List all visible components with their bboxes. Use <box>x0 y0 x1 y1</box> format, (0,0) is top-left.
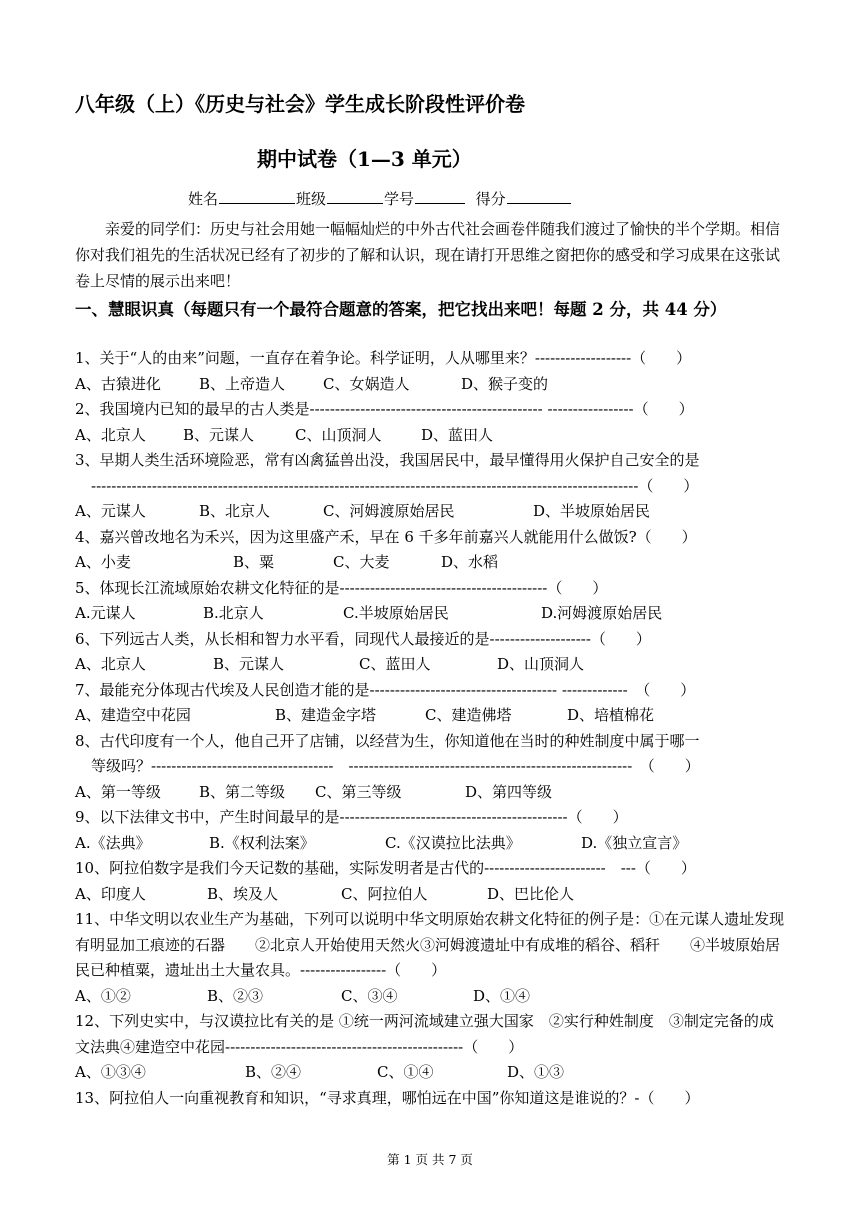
section-heading: 一、慧眼识真（每题只有一个最符合题意的答案，把它找出来吧！每题 2 分，共 44 分） <box>75 300 727 319</box>
option-c[interactable]: C.半坡原始居民 <box>343 604 449 622</box>
page-footer: 第 1 页 共 7 页 <box>387 1152 473 1167</box>
options-6 <box>75 652 787 678</box>
option-d[interactable]: D、山顶洞人 <box>497 655 585 673</box>
option-d[interactable]: D、培植棉花 <box>567 706 655 724</box>
option-b[interactable]: B、元谋人 <box>183 425 255 444</box>
option-d[interactable]: D、蓝田人 <box>421 425 494 444</box>
options-12 <box>75 1060 787 1086</box>
question-3: 3、早期人类生活环境险恶，常有凶禽猛兽出没，我国居民中，最早懂得用火保护自己安全的是 <box>75 451 700 469</box>
option-b[interactable]: B、粟 <box>233 553 275 571</box>
name-blank[interactable] <box>219 188 295 204</box>
class-label: 班级 <box>296 190 327 208</box>
option-a[interactable]: A、古猿进化 <box>75 374 161 393</box>
option-a[interactable]: A、①② <box>75 986 131 1005</box>
option-d[interactable]: D、第四等级 <box>465 782 553 801</box>
option-d[interactable]: D、半坡原始居民 <box>533 502 651 520</box>
option-c[interactable]: C、③④ <box>341 986 398 1005</box>
option-b[interactable]: B、②④ <box>245 1063 302 1081</box>
option-c[interactable]: C、①④ <box>377 1063 434 1081</box>
question-list <box>75 346 787 1111</box>
option-d[interactable]: D、①③ <box>507 1063 565 1081</box>
option-b[interactable]: B.北京人 <box>203 604 264 622</box>
option-a[interactable]: A、第一等级 <box>75 782 161 801</box>
options-9 <box>75 831 787 857</box>
option-a[interactable]: A、建造空中花园 <box>75 706 191 724</box>
option-c[interactable]: C、第三等级 <box>315 782 402 801</box>
option-b[interactable]: B、建造金字塔 <box>275 706 377 724</box>
option-d[interactable]: D、水稻 <box>441 553 499 571</box>
option-a[interactable]: A、北京人 <box>75 655 146 673</box>
option-b[interactable]: B、北京人 <box>199 502 271 520</box>
option-c[interactable]: C、女娲造人 <box>323 374 410 393</box>
option-a[interactable]: A、印度人 <box>75 884 146 903</box>
option-d[interactable]: D、猴子变的 <box>461 374 549 393</box>
number-blank[interactable] <box>415 188 465 204</box>
question-8: 8、古代印度有一个人，他自己开了店铺，以经营为生，你知道他在当时的种姓制度中属于哪一 <box>75 731 700 750</box>
student-info-line <box>188 188 572 209</box>
option-b[interactable]: B、②③ <box>207 986 264 1005</box>
option-c[interactable]: C、建造佛塔 <box>425 706 512 724</box>
question-9: 9、以下法律文书中，产生时间最早的是---------------------------------------------（ ） <box>75 808 628 826</box>
question-12: 12、下列史实中，与汉谟拉比有关的是 ①统一两河流域建立强大国家 ②实行种姓制度 ③制定完备的成文法典④建造空中花园-----------------------------------------------（ ） <box>75 1012 774 1056</box>
option-b[interactable]: B、上帝造人 <box>199 374 286 393</box>
option-c[interactable]: C.《汉谟拉比法典》 <box>385 833 521 852</box>
option-a[interactable]: A.《法典》 <box>75 833 151 852</box>
option-b[interactable]: B、埃及人 <box>207 884 279 903</box>
question-13: 13、阿拉伯人一向重视教育和知识，“寻求真理，哪怕远在中国”你知道这是谁说的？-（ ） <box>75 1088 700 1107</box>
option-d[interactable]: D.《独立宣言》 <box>581 833 688 852</box>
option-c[interactable]: C、蓝田人 <box>359 655 431 673</box>
class-blank[interactable] <box>327 188 383 204</box>
option-b[interactable]: B、元谋人 <box>213 655 285 673</box>
option-d[interactable]: D、巴比伦人 <box>487 884 575 903</box>
score-label: 得分 <box>475 190 506 208</box>
options-4 <box>75 550 787 576</box>
option-c[interactable]: C、阿拉伯人 <box>341 884 428 903</box>
options-5 <box>75 601 787 627</box>
question-4: 4、嘉兴曾改地名为禾兴，因为这里盛产禾，早在 6 千多年前嘉兴人就能用什么做饭?（ ） <box>75 527 697 546</box>
option-c[interactable]: C、大麦 <box>333 553 390 571</box>
options-8 <box>75 780 787 806</box>
option-d[interactable]: D、①④ <box>473 986 531 1005</box>
question-11: 11、中华文明以农业生产为基础，下列可以说明中华文明原始农耕文化特征的例子是：①在元谋人遗址发现有明显加工痕迹的石器 ②北京人开始使用天然火③河姆渡遗址中有成堆的稻谷、稻秆 ④半坡原始居民已种植粟，遗址出土大量农具。-----------------（ ） <box>75 910 785 979</box>
question-7: 7、最能充分体现古代埃及人民创造才能的是------------------------------------- ------------- （ ） <box>75 680 696 699</box>
options-10 <box>75 882 787 908</box>
question-1: 1、关于“人的由来”问题，一直存在着争论。科学证明，人从哪里来？-------------------（ ） <box>75 349 692 367</box>
option-a[interactable]: A、元谋人 <box>75 502 146 520</box>
option-a[interactable]: A、小麦 <box>75 553 131 571</box>
options-11 <box>75 984 787 1010</box>
option-a[interactable]: A.元谋人 <box>75 604 136 622</box>
question-6: 6、下列远古人类，从长相和智力水平看，同现代人最接近的是--------------------（ ） <box>75 629 651 648</box>
question-5: 5、体现长江流域原始农耕文化特征的是-----------------------------------------（ ） <box>75 578 608 597</box>
question-3-continued: ------------------------------------------------------------------------------------------------------------（ ） <box>91 476 699 495</box>
question-2: 2、我国境内已知的最早的古人类是---------------------------------------------- -----------------（ ） <box>75 400 694 418</box>
option-a[interactable]: A、北京人 <box>75 425 146 444</box>
number-label: 学号 <box>384 190 415 208</box>
option-b[interactable]: B.《权利法案》 <box>209 833 315 852</box>
exam-title: 八年级（上）《历史与社会》学生成长阶段性评价卷 <box>75 92 525 116</box>
intro-paragraph: 亲爱的同学们：历史与社会用她一幅幅灿烂的中外古代社会画卷伴随我们渡过了愉快的半个学期。相信你对我们祖先的生活状况已经有了初步的了解和认识，现在请打开思维之窗把你的感受和学习成果在这张试卷上尽情的展示出来吧！ <box>75 220 781 290</box>
options-7 <box>75 703 787 729</box>
name-label: 姓名 <box>188 190 219 208</box>
option-c[interactable]: C、山顶洞人 <box>295 425 382 444</box>
question-8-continued: 等级吗？------------------------------------ -------------------------------------------------------- （ ） <box>91 757 700 775</box>
question-10: 10、阿拉伯数字是我们今天记数的基础，实际发明者是古代的------------------------ ---（ ） <box>75 859 696 877</box>
option-b[interactable]: B、第二等级 <box>199 782 286 801</box>
score-blank[interactable] <box>507 188 571 204</box>
options-3 <box>75 499 787 525</box>
option-a[interactable]: A、①③④ <box>75 1063 146 1081</box>
options-1 <box>75 372 787 398</box>
option-c[interactable]: C、河姆渡原始居民 <box>323 502 455 520</box>
option-d[interactable]: D.河姆渡原始居民 <box>541 604 663 622</box>
exam-subtitle: 期中试卷（1—3 单元） <box>257 147 472 171</box>
options-2 <box>75 423 787 449</box>
